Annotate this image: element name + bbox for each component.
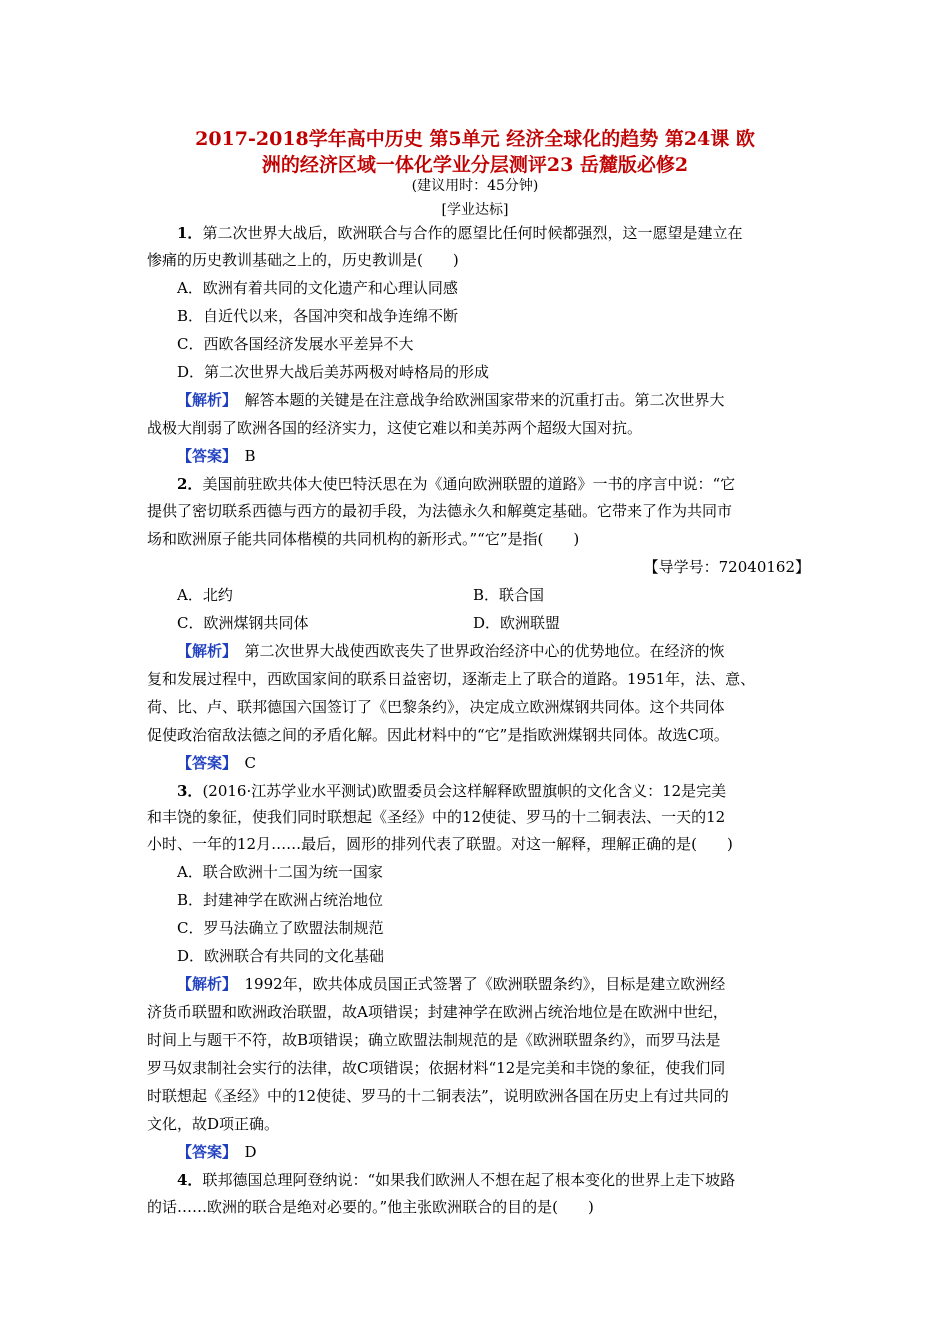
question-3-answer-value: D [229, 1143, 257, 1161]
question-3-analysis-line-6: 文化，故D项正确。 [147, 1115, 280, 1133]
question-1-answer [177, 445, 837, 467]
question-1-line-1 [177, 222, 837, 244]
question-1-line-2: 惨痛的历史教训基础之上的，历史教训是( ) [147, 251, 459, 269]
question-2-analysis-line-1 [177, 640, 837, 662]
suggested-time: (建议用时：45分钟) [411, 178, 539, 194]
question-3-option-d: D．欧洲联合有共同的文化基础 [177, 947, 385, 965]
question-3-text: (2016·江苏学业水平测试)欧盟委员会这样解释欧盟旗帜的文化含义：12是完美 [202, 782, 727, 800]
question-1-option-d: D．第二次世界大战后美苏两极对峙格局的形成 [177, 363, 490, 381]
question-2-option-c: C．欧洲煤钢共同体 [177, 614, 309, 632]
section-heading: [学业达标] [441, 202, 509, 218]
question-1-analysis-text: 解答本题的关键是在注意战争给欧洲国家带来的沉重打击。第二次世界大 [229, 391, 725, 409]
question-1-option-c: C．西欧各国经济发展水平差异不大 [177, 335, 414, 353]
question-3-option-c: C．罗马法确立了欧盟法制规范 [177, 919, 384, 937]
question-3-analysis-text: 1992年，欧共体成员国正式签署了《欧洲联盟条约》，目标是建立欧洲经 [229, 975, 726, 993]
question-2-answer [177, 752, 837, 774]
question-4-number: 4． [177, 1171, 203, 1189]
question-3-line-2: 和丰饶的象征，使我们同时联想起《圣经》中的12使徒、罗马的十二铜表法、一天的12 [147, 808, 726, 826]
analysis-label: 【解析】 [177, 391, 230, 409]
question-2-line-3: 场和欧洲原子能共同体楷模的共同机构的新形式。”“它”是指( ) [147, 530, 580, 548]
answer-label: 【答案】 [177, 754, 230, 772]
question-3-analysis-line-2: 济货币联盟和欧洲政治联盟，故A项错误；封建神学在欧洲占统治地位是在欧洲中世纪， [147, 1003, 728, 1021]
answer-label: 【答案】 [177, 1143, 230, 1161]
question-2-analysis-text: 第二次世界大战使西欧丧失了世界政治经济中心的优势地位。在经济的恢 [229, 642, 725, 660]
question-3-number: 3． [177, 782, 203, 800]
question-1-answer-value: B [229, 447, 256, 465]
question-2-line-1 [177, 473, 837, 495]
question-2-number: 2． [177, 475, 203, 493]
question-1-option-b: B．自近代以来，各国冲突和战争连绵不断 [177, 307, 459, 325]
question-3-answer [177, 1141, 837, 1163]
question-1-option-a: A．欧洲有着共同的文化遗产和心理认同感 [177, 279, 458, 297]
question-2-option-b: B．联合国 [473, 586, 545, 604]
question-1-analysis-line-1 [177, 389, 837, 411]
question-2-option-d: D．欧洲联盟 [473, 614, 561, 632]
question-3-line-3: 小时、一年的12月……最后，圆形的排列代表了联盟。对这一解释，理解正确的是( ) [147, 835, 733, 853]
question-3-analysis-line-4: 罗马奴隶制社会实行的法律，故C项错误；依据材料“12是完美和丰饶的象征，使我们同 [147, 1059, 726, 1077]
question-3-analysis-line-5: 时联想起《圣经》中的12使徒、罗马的十二铜表法”，说明欧洲各国在历史上有过共同的 [147, 1087, 729, 1105]
answer-label: 【答案】 [177, 447, 230, 465]
guide-number: 【导学号：72040162】 [643, 558, 810, 576]
question-4-line-1 [177, 1169, 837, 1191]
document-title-line-2: 洲的经济区域一体化学业分层测评23 岳麓版必修2 [261, 154, 689, 176]
question-2-options-row-2 [177, 612, 837, 634]
question-1-text: 第二次世界大战后，欧洲联合与合作的愿望比任何时候都强烈，这一愿望是建立在 [202, 224, 743, 242]
question-4-text: 联邦德国总理阿登纳说：“如果我们欧洲人不想在起了根本变化的世界上走下坡路 [202, 1171, 736, 1189]
question-2-options-row-1 [177, 584, 837, 606]
question-3-line-1 [177, 780, 837, 802]
question-3-option-a: A．联合欧洲十二国为统一国家 [177, 863, 383, 881]
analysis-label: 【解析】 [177, 642, 230, 660]
question-3-analysis-line-1 [177, 973, 837, 995]
question-2-analysis-line-3: 荷、比、卢、联邦德国六国签订了《巴黎条约》，决定成立欧洲煤钢共同体。这个共同体 [147, 698, 725, 716]
question-2-option-a: A．北约 [177, 586, 233, 604]
question-2-line-2: 提供了密切联系西德与西方的最初手段，为法德永久和解奠定基础。它带来了作为共同市 [147, 502, 733, 520]
question-3-analysis-line-3: 时间上与题干不符，故B项错误；确立欧盟法制规范的是《欧洲联盟条约》，而罗马法是 [147, 1031, 721, 1049]
question-1-analysis-line-2: 战极大削弱了欧洲各国的经济实力，这使它难以和美苏两个超级大国对抗。 [147, 419, 643, 437]
question-4-line-2: 的话……欧洲的联合是绝对必要的。”他主张欧洲联合的目的是( ) [147, 1198, 594, 1216]
analysis-label: 【解析】 [177, 975, 230, 993]
question-2-analysis-line-4: 促使政治宿敌法德之间的矛盾化解。因此材料中的“它”是指欧洲煤钢共同体。故选C项。 [147, 726, 729, 744]
question-2-answer-value: C [229, 754, 256, 772]
question-1-number: 1． [177, 224, 203, 242]
question-2-analysis-line-2: 复和发展过程中，西欧国家间的联系日益密切，逐渐走上了联合的道路。1951年，法、意、 [147, 670, 756, 688]
question-3-option-b: B．封建神学在欧洲占统治地位 [177, 891, 384, 909]
document-title-line-1: 2017-2018学年高中历史 第5单元 经济全球化的趋势 第24课 欧 [195, 128, 755, 150]
question-2-text: 美国前驻欧共体大使巴特沃思在为《通向欧洲联盟的道路》一书的序言中说：“它 [202, 475, 736, 493]
